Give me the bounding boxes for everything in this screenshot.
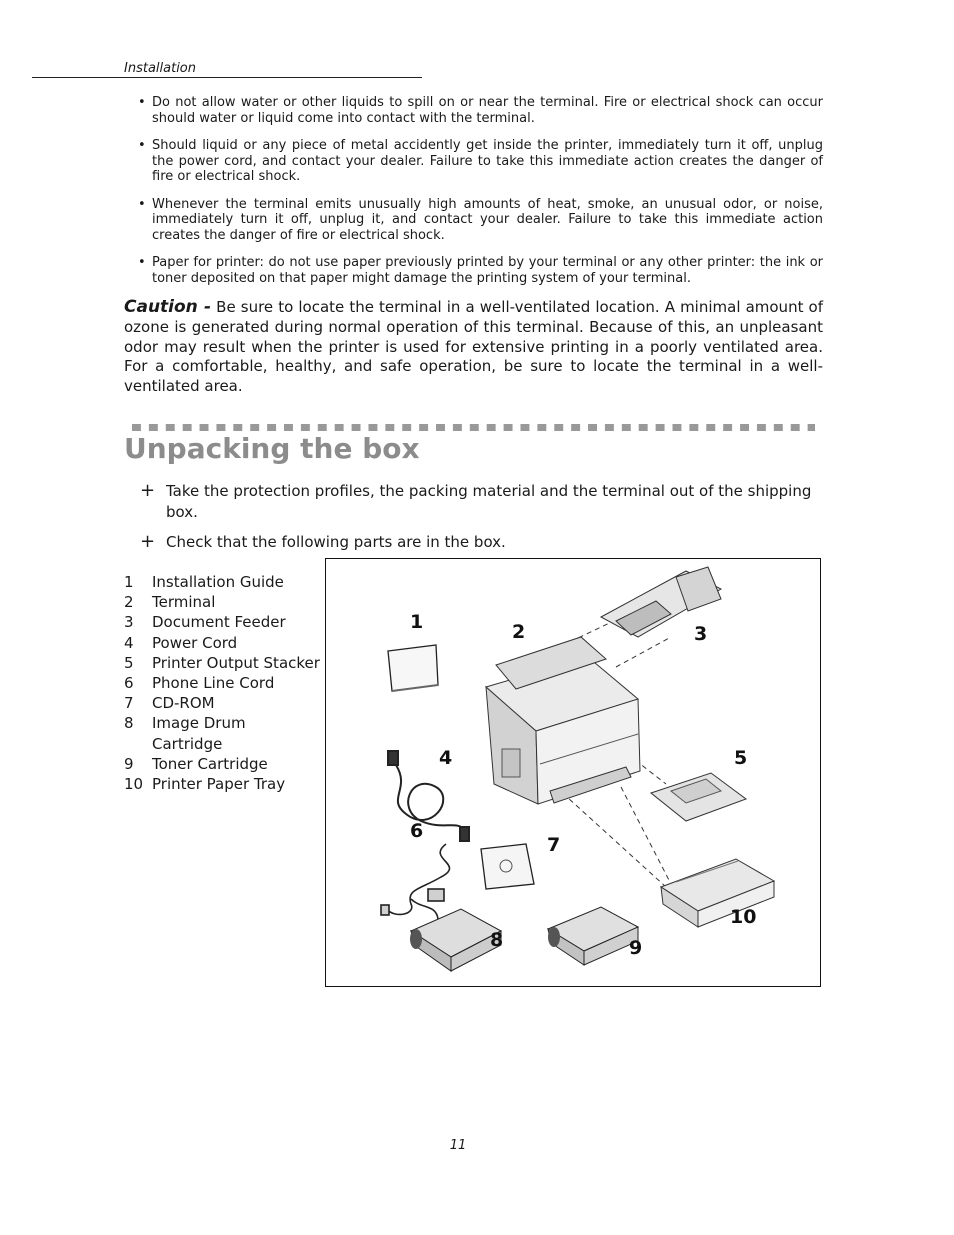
part-name: CD-ROM [152, 694, 215, 713]
callout-3: 3 [694, 623, 708, 645]
image-drum-cartridge-icon [410, 909, 504, 971]
toner-cartridge-icon [548, 907, 638, 965]
part-item [124, 754, 320, 774]
bullet-dot-icon: • [138, 95, 146, 110]
part-item [124, 713, 320, 753]
bullet-dot-icon: • [138, 196, 146, 212]
bullet-dot-icon: • [138, 255, 146, 270]
callout-10: 10 [730, 906, 757, 928]
safety-bullet-text: Should liquid or any piece of metal accidently get inside the printer, immediately turn it off, unplug the power cord, and contact your dealer. Failure to take this immediate action creates the danger of fire or electrical shock. [152, 138, 823, 184]
part-name: Printer Output Stacker [152, 653, 320, 672]
step-text: Check that the following parts are in the box. [166, 533, 506, 551]
step-text: Take the protection profiles, the packing material and the terminal out of the shipping box. [166, 482, 812, 521]
part-number: 8 [124, 714, 134, 733]
safety-bullet [124, 138, 823, 185]
part-number: 6 [124, 674, 134, 693]
power-cord-icon [388, 751, 469, 841]
part-item [124, 653, 320, 673]
printer-paper-tray-icon [661, 859, 774, 927]
part-number: 1 [124, 573, 134, 591]
caution-label: Caution - [124, 297, 212, 317]
part-name: Phone Line Cord [152, 674, 275, 693]
plus-icon: + [140, 480, 156, 501]
part-name: Terminal [152, 593, 216, 612]
part-item [124, 592, 320, 612]
part-name: Document Feeder [152, 613, 286, 632]
unpacking-steps [124, 481, 823, 562]
part-number: 3 [124, 613, 134, 632]
printer-output-stacker-icon [651, 773, 746, 821]
callout-7: 7 [547, 834, 561, 856]
bullet-dot-icon: • [138, 138, 146, 153]
safety-bullet-text: Paper for printer: do not use paper previously printed by your terminal or any other printer: the ink or toner deposited on that paper might damage the printing system of your terminal. [152, 255, 823, 286]
part-name: Toner Cartridge [152, 754, 268, 773]
safety-bullet-text: Do not allow water or other liquids to spill on or near the terminal. Fire or electrical shock can occur should water or liquid come into contact with the terminal. [152, 95, 823, 126]
box-contents-figure [325, 558, 821, 987]
section-dashed-rule [132, 424, 815, 431]
safety-bullet [124, 197, 823, 244]
installation-guide-icon [388, 645, 438, 691]
part-number: 10 [124, 775, 144, 794]
safety-bullet [124, 95, 823, 126]
part-number: 4 [124, 633, 134, 652]
plus-icon: + [140, 531, 156, 552]
running-header: Installation [124, 61, 197, 76]
part-name: Printer Paper Tray [152, 775, 286, 794]
part-name: Installation Guide [152, 573, 284, 591]
part-number: 2 [124, 593, 134, 612]
part-item [124, 572, 320, 592]
callout-2: 2 [512, 621, 526, 643]
part-item [124, 693, 320, 713]
safety-bullet-text: Whenever the terminal emits unusually high amounts of heat, smoke, an unusual odor, or noise, immediately turn it off, unplug it, and contact your dealer. Failure to take this immediate action creates the danger of fire or electrical shock. [152, 196, 823, 243]
callout-5: 5 [734, 747, 748, 769]
part-item [124, 612, 320, 632]
part-item [124, 673, 320, 693]
callout-9: 9 [629, 937, 643, 959]
page-number: 11 [449, 1138, 467, 1153]
caution-paragraph [124, 298, 823, 397]
safety-bullet [124, 255, 823, 286]
part-number: 5 [124, 653, 134, 672]
callout-8: 8 [490, 929, 504, 951]
part-item [124, 633, 320, 653]
box-contents-illustration [326, 559, 819, 985]
callout-4: 4 [439, 747, 453, 769]
header-rule [32, 77, 422, 78]
terminal-icon [486, 637, 640, 804]
part-item [124, 774, 320, 794]
callout-1: 1 [410, 611, 424, 633]
parts-list [124, 572, 320, 794]
caution-text: Be sure to locate the terminal in a well-ventilated location. A minimal amount of ozone is generated during normal operation of this terminal. Because of this, an unpleasant odor may result when the printer is used for extensive printing in a poorly ventilated area. For a comfortable, healthy, and safe operation, be sure to locate the terminal in a well-ventilated area. [124, 298, 823, 396]
safety-bullet-list [124, 95, 823, 298]
part-number: 9 [124, 754, 134, 773]
step-item [124, 532, 823, 553]
callout-6: 6 [410, 820, 424, 842]
part-number: 7 [124, 694, 134, 713]
section-title: Unpacking the box [124, 432, 420, 465]
cd-rom-icon [481, 844, 534, 889]
step-item [124, 481, 823, 523]
part-name: Power Cord [152, 633, 238, 652]
part-name: Image Drum Cartridge [152, 714, 246, 753]
